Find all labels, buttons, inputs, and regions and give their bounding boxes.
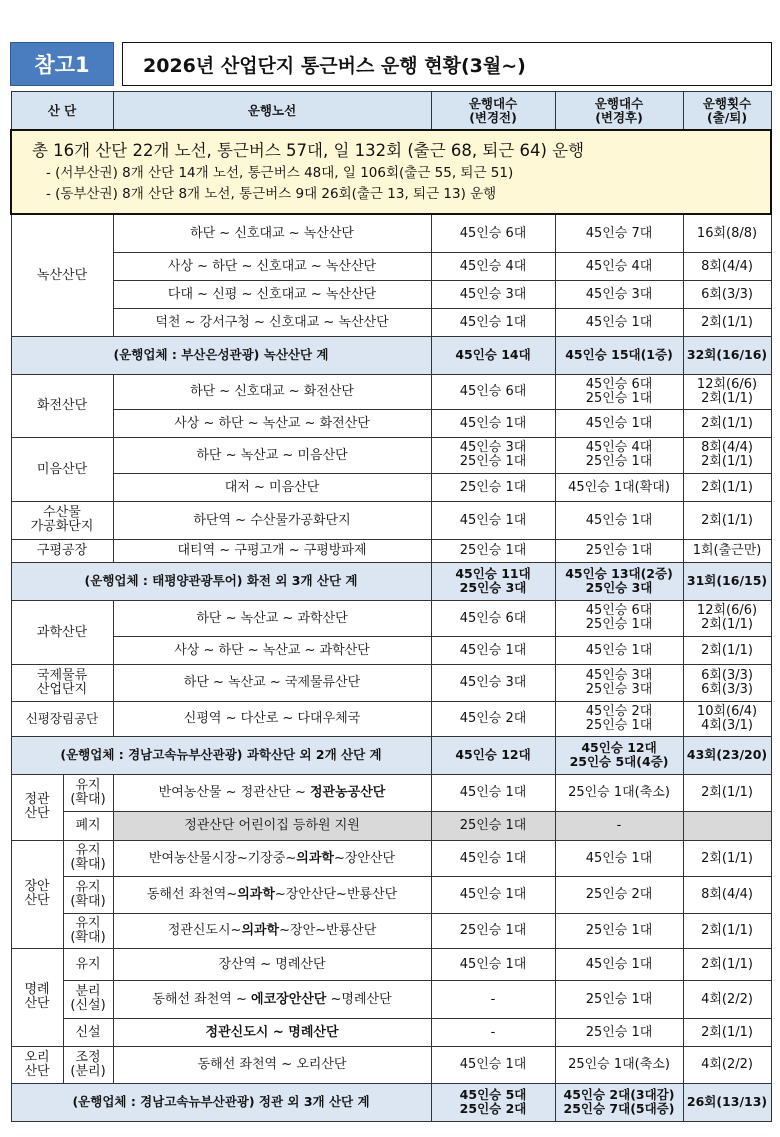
trips-cell: 1회(출근만)	[683, 539, 771, 562]
before-cell: 45인승 11대 25인승 3대	[431, 562, 555, 600]
table-row	[11, 409, 771, 437]
park-name: 녹산산단	[11, 214, 113, 336]
route-cell: 하단 ~ 녹산교 ~ 과학산단	[113, 600, 431, 636]
after-cell: 45인승 2대 25인승 1대	[555, 701, 683, 736]
after-cell: 45인승 1대	[555, 840, 683, 876]
table-row	[11, 539, 771, 562]
before-cell: 45인승 1대	[431, 636, 555, 664]
before-cell: 45인승 1대	[431, 774, 555, 811]
route-cell: 사상 ~ 하단 ~ 녹산교 ~ 과학산단	[113, 636, 431, 664]
trips-cell: 2회(1/1)	[683, 409, 771, 437]
trips-cell: 31회(16/15)	[683, 562, 771, 600]
before-cell: 45인승 1대	[431, 948, 555, 980]
table-row	[11, 1018, 771, 1046]
before-cell: 45인승 1대	[431, 501, 555, 539]
park-name: 장안 산단	[11, 840, 63, 948]
route-cell: 반여농산물시장~기장중~의과학~장안산단	[113, 840, 431, 876]
summary-box	[11, 130, 771, 214]
park-name: 정관 산단	[11, 774, 63, 840]
page-title: 2026년 산업단지 통근버스 운행 현황(3월~)	[122, 42, 772, 86]
trips-cell: 6회(3/3)	[683, 280, 771, 308]
park-name: 신평장림공단	[11, 701, 113, 736]
table-row	[11, 636, 771, 664]
after-cell: 45인승 4대	[555, 252, 683, 280]
route-cell: 하단 ~ 신호대교 ~ 녹산산단	[113, 214, 431, 252]
after-cell: 45인승 15대(1증)	[555, 336, 683, 374]
subtotal-row	[11, 562, 771, 600]
after-cell: 45인승 1대	[555, 948, 683, 980]
table-row	[11, 948, 771, 980]
table-row	[11, 374, 771, 409]
trips-cell: 32회(16/16)	[683, 336, 771, 374]
status-cell: 조정 (분리)	[63, 1046, 113, 1083]
table-row	[11, 913, 771, 948]
summary-east: - (동부산권) 8개 산단 8개 노선, 통근버스 9대 26회(출근 13, 퇴근 13) 운행	[46, 186, 497, 202]
trips-cell: 2회(1/1)	[683, 948, 771, 980]
status-cell: 분리 (신설)	[63, 980, 113, 1018]
col-before: 운행대수 (변경전)	[431, 92, 555, 131]
summary-total: 총 16개 산단 22개 노선, 통근버스 57대, 일 132회 (출근 68, 퇴근 64) 운행	[32, 141, 585, 160]
before-cell: 45인승 14대	[431, 336, 555, 374]
route-cell: 다대 ~ 신평 ~ 신호대교 ~ 녹산산단	[113, 280, 431, 308]
table-row	[11, 600, 771, 636]
table-row	[11, 701, 771, 736]
trips-cell: 6회(3/3) 6회(3/3)	[683, 664, 771, 701]
route-cell: 장산역 ~ 명례산단	[113, 948, 431, 980]
before-cell: 25인승 1대	[431, 539, 555, 562]
before-cell: 45인승 3대	[431, 280, 555, 308]
subtotal-label: (운행업체 : 경남고속뉴부산관광) 과학산단 외 2개 산단 계	[11, 736, 431, 774]
route-cell: 하단 ~ 녹산교 ~ 국제물류산단	[113, 664, 431, 701]
before-cell: -	[431, 1018, 555, 1046]
after-cell: 45인승 1대	[555, 501, 683, 539]
trips-cell: 8회(4/4) 2회(1/1)	[683, 437, 771, 473]
table-row	[11, 308, 771, 336]
reference-badge: 참고1	[10, 42, 114, 86]
route-cell: 동해선 좌천역 ~ 에코장안산단 ~명례산단	[113, 980, 431, 1018]
table-row	[11, 214, 771, 252]
trips-cell: 16회(8/8)	[683, 214, 771, 252]
bus-route-table	[10, 91, 772, 1122]
park-name: 미음산단	[11, 437, 113, 501]
before-cell: 45인승 1대	[431, 409, 555, 437]
trips-cell: 4회(2/2)	[683, 980, 771, 1018]
trips-cell: 12회(6/6) 2회(1/1)	[683, 600, 771, 636]
trips-cell: 12회(6/6) 2회(1/1)	[683, 374, 771, 409]
before-cell: 45인승 1대	[431, 1046, 555, 1083]
before-cell: 45인승 2대	[431, 701, 555, 736]
before-cell: 45인승 6대	[431, 214, 555, 252]
route-cell: 대저 ~ 미음산단	[113, 473, 431, 501]
after-cell: 45인승 3대	[555, 280, 683, 308]
subtotal-label: (운행업체 : 부산은성관광) 녹산산단 계	[11, 336, 431, 374]
route-cell: 동해선 좌천역~의과학~장안산단~반룡산단	[113, 876, 431, 913]
before-cell: 45인승 6대	[431, 600, 555, 636]
table-row	[11, 980, 771, 1018]
table-row	[11, 252, 771, 280]
route-cell: 신평역 ~ 다산로 ~ 다대우체국	[113, 701, 431, 736]
after-cell: 45인승 4대 25인승 1대	[555, 437, 683, 473]
col-park: 산 단	[11, 92, 113, 131]
after-cell: 25인승 2대	[555, 876, 683, 913]
table-row	[11, 1046, 771, 1083]
after-cell: 45인승 1대	[555, 636, 683, 664]
after-cell: 25인승 1대	[555, 539, 683, 562]
trips-cell: 2회(1/1)	[683, 840, 771, 876]
park-name: 수산물 가공화단지	[11, 501, 113, 539]
status-cell: 유지	[63, 948, 113, 980]
after-cell: 25인승 1대(축소)	[555, 1046, 683, 1083]
after-cell: 25인승 1대(축소)	[555, 774, 683, 811]
trips-cell: 2회(1/1)	[683, 1018, 771, 1046]
table-row	[11, 876, 771, 913]
trips-cell: 8회(4/4)	[683, 252, 771, 280]
route-cell: 정관산단 어린이집 등하원 지원	[113, 811, 431, 840]
table-row	[11, 840, 771, 876]
trips-cell: 2회(1/1)	[683, 774, 771, 811]
before-cell: -	[431, 980, 555, 1018]
subtotal-label: (운행업체 : 경남고속뉴부산관광) 정관 외 3개 산단 계	[11, 1083, 431, 1121]
table-row	[11, 664, 771, 701]
route-cell: 덕천 ~ 강서구청 ~ 신호대교 ~ 녹산산단	[113, 308, 431, 336]
trips-cell: 26회(13/13)	[683, 1083, 771, 1121]
trips-cell: 10회(6/4) 4회(3/1)	[683, 701, 771, 736]
park-name: 오리 산단	[11, 1046, 63, 1083]
route-cell: 사상 ~ 하단 ~ 녹산교 ~ 화전산단	[113, 409, 431, 437]
subtotal-row	[11, 336, 771, 374]
subtotal-row	[11, 1083, 771, 1121]
table-row	[11, 774, 771, 811]
before-cell: 25인승 1대	[431, 473, 555, 501]
before-cell: 45인승 1대	[431, 876, 555, 913]
before-cell: 25인승 1대	[431, 913, 555, 948]
trips-cell: 2회(1/1)	[683, 501, 771, 539]
table-row	[11, 280, 771, 308]
route-cell: 동해선 좌천역 ~ 오리산단	[113, 1046, 431, 1083]
trips-cell: 2회(1/1)	[683, 473, 771, 501]
status-cell: 유지 (확대)	[63, 913, 113, 948]
after-cell: 45인승 6대 25인승 1대	[555, 374, 683, 409]
before-cell: 25인승 1대	[431, 811, 555, 840]
park-name: 화전산단	[11, 374, 113, 437]
trips-cell: 2회(1/1)	[683, 913, 771, 948]
after-cell: 45인승 7대	[555, 214, 683, 252]
col-after: 운행대수 (변경후)	[555, 92, 683, 131]
after-cell: -	[555, 811, 683, 840]
after-cell: 45인승 1대(확대)	[555, 473, 683, 501]
after-cell: 45인승 1대	[555, 409, 683, 437]
after-cell: 25인승 1대	[555, 1018, 683, 1046]
table-row	[11, 811, 771, 840]
table-header-row	[11, 92, 771, 131]
before-cell: 45인승 3대 25인승 1대	[431, 437, 555, 473]
park-name: 국제물류 산업단지	[11, 664, 113, 701]
table-row	[11, 501, 771, 539]
col-trips: 운행횟수 (출/퇴)	[683, 92, 771, 131]
before-cell: 45인승 5대 25인승 2대	[431, 1083, 555, 1121]
summary-row	[11, 130, 771, 214]
after-cell: 25인승 1대	[555, 980, 683, 1018]
subtotal-label: (운행업체 : 태평양관광투어) 화전 외 3개 산단 계	[11, 562, 431, 600]
table-row	[11, 473, 771, 501]
route-cell: 정관신도시 ~ 명례산단	[113, 1018, 431, 1046]
status-cell: 신설	[63, 1018, 113, 1046]
after-cell: 45인승 6대 25인승 1대	[555, 600, 683, 636]
route-cell: 하단 ~ 신호대교 ~ 화전산단	[113, 374, 431, 409]
before-cell: 45인승 4대	[431, 252, 555, 280]
status-cell: 유지 (확대)	[63, 774, 113, 811]
trips-cell: 2회(1/1)	[683, 308, 771, 336]
status-cell: 유지 (확대)	[63, 876, 113, 913]
after-cell: 45인승 13대(2증) 25인승 3대	[555, 562, 683, 600]
trips-cell: 4회(2/2)	[683, 1046, 771, 1083]
park-name: 과학산단	[11, 600, 113, 664]
trips-cell	[683, 811, 771, 840]
before-cell: 45인승 3대	[431, 664, 555, 701]
route-cell: 대티역 ~ 구평고개 ~ 구평방파제	[113, 539, 431, 562]
trips-cell: 8회(4/4)	[683, 876, 771, 913]
park-name: 구평공장	[11, 539, 113, 562]
route-cell: 반여농산물 ~ 정관산단 ~ 정관농공산단	[113, 774, 431, 811]
route-cell: 하단역 ~ 수산물가공화단지	[113, 501, 431, 539]
after-cell: 45인승 12대 25인승 5대(4증)	[555, 736, 683, 774]
before-cell: 45인승 6대	[431, 374, 555, 409]
col-route: 운행노선	[113, 92, 431, 131]
after-cell: 25인승 1대	[555, 913, 683, 948]
after-cell: 45인승 3대 25인승 3대	[555, 664, 683, 701]
route-cell: 사상 ~ 하단 ~ 신호대교 ~ 녹산산단	[113, 252, 431, 280]
route-cell: 하단 ~ 녹산교 ~ 미음산단	[113, 437, 431, 473]
status-cell: 유지 (확대)	[63, 840, 113, 876]
table-row	[11, 437, 771, 473]
before-cell: 45인승 1대	[431, 840, 555, 876]
route-cell: 정관신도시~의과학~장안~반룡산단	[113, 913, 431, 948]
after-cell: 45인승 1대	[555, 308, 683, 336]
status-cell: 폐지	[63, 811, 113, 840]
summary-west: - (서부산권) 8개 산단 14개 노선, 통근버스 48대, 일 106회(출근 55, 퇴근 51)	[46, 165, 514, 181]
page-header	[10, 42, 772, 88]
park-name: 명례 산단	[11, 948, 63, 1046]
trips-cell: 43회(23/20)	[683, 736, 771, 774]
before-cell: 45인승 1대	[431, 308, 555, 336]
subtotal-row	[11, 736, 771, 774]
after-cell: 45인승 2대(3대감) 25인승 7대(5대증)	[555, 1083, 683, 1121]
before-cell: 45인승 12대	[431, 736, 555, 774]
trips-cell: 2회(1/1)	[683, 636, 771, 664]
